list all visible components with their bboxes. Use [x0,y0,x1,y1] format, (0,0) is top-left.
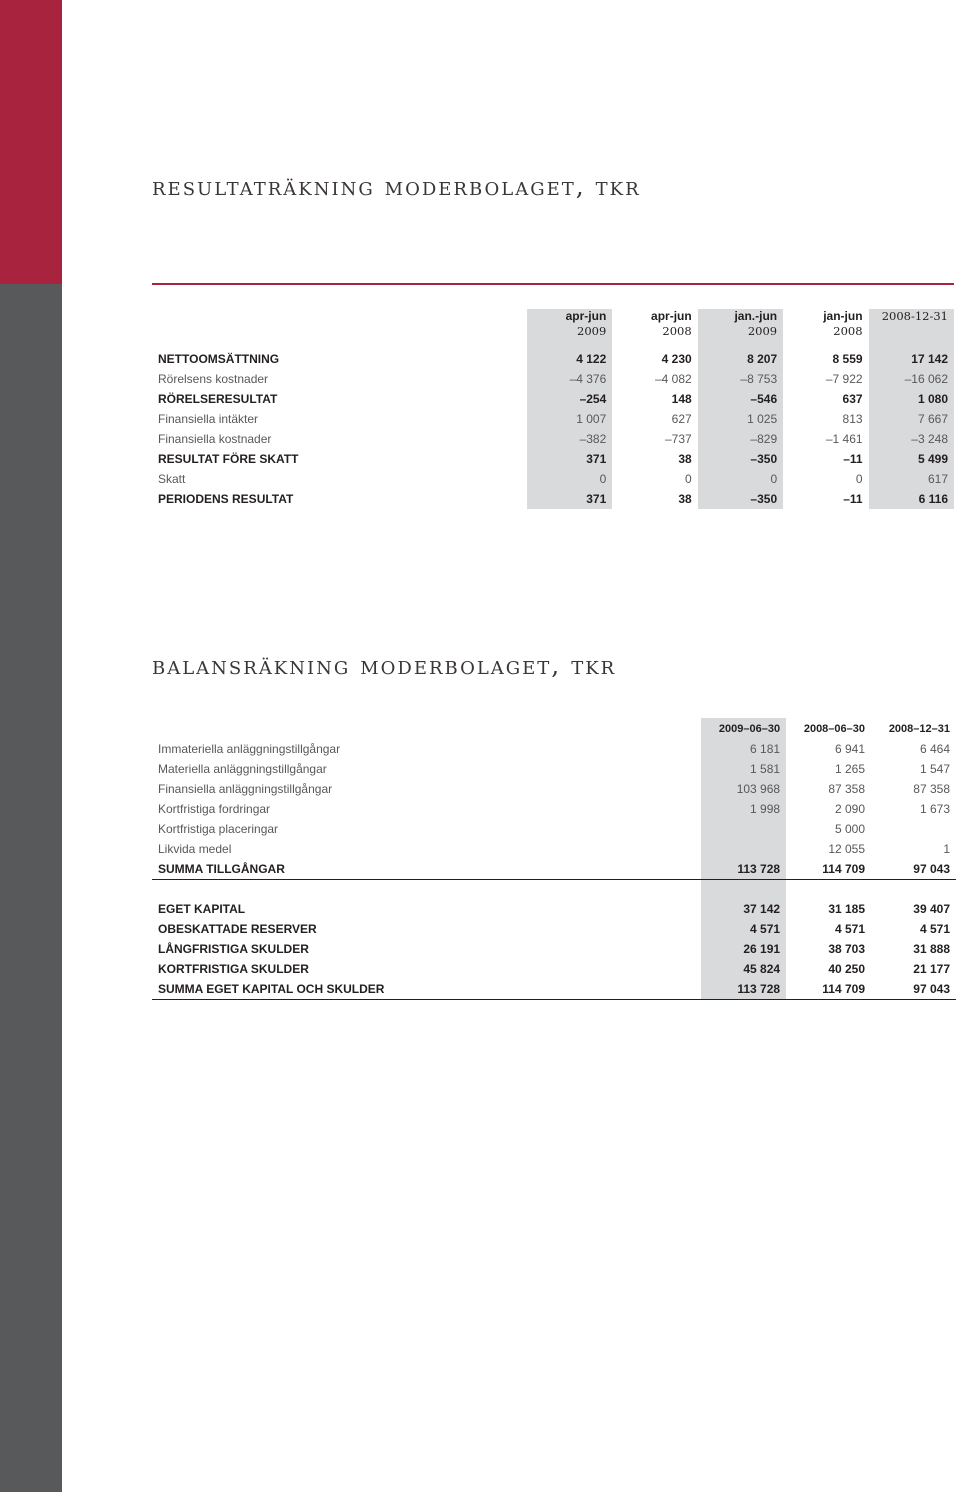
value-cell: –7 922 [825,372,863,386]
value-cell: 1 581 [701,759,786,779]
income-statement-table [152,309,954,509]
value-cell: 6 181 [701,739,786,759]
value-cell: 38 703 [828,942,866,956]
value-cell: –4 082 [655,372,692,386]
column-period: apr-jun [651,309,692,323]
column-year: 2009 [577,324,607,338]
value-cell: 0 [698,469,783,489]
table-row [152,349,954,369]
value-cell: 87 358 [828,782,866,796]
value-cell: –11 [843,492,863,506]
table-row [152,369,954,389]
value-cell: 0 [685,472,692,486]
value-cell: 1 547 [919,762,950,776]
column-header: 2008–12–31 [888,722,950,735]
balance-sheet-table [152,718,956,1000]
value-cell: –1 461 [825,432,863,446]
value-cell: 5 000 [834,822,866,836]
value-cell: 4 571 [834,922,866,936]
value-cell: 5 499 [869,449,954,469]
column-year: 2009 [747,324,778,338]
value-cell: 4 230 [661,352,692,366]
row-label: RÖRELSERESULTAT [158,392,278,406]
value-cell: 1 025 [698,409,783,429]
row-label: Skatt [158,472,186,486]
value-cell: 6 116 [869,489,954,509]
value-cell: 371 [527,449,612,469]
table-row [152,779,956,799]
value-cell: –254 [527,389,612,409]
value-cell: 0 [855,472,863,486]
value-cell: 8 207 [698,349,783,369]
column-header: 2009–06–30 [701,718,786,739]
row-label: SUMMA EGET KAPITAL OCH SKULDER [152,979,701,1000]
column-header [698,309,783,349]
income-statement-title: resultaträkning moderbolaget, tkr [152,172,641,201]
row-label: Kortfristiga placeringar [158,822,279,836]
spacer-cell [786,880,871,900]
value-cell: 4 122 [527,349,612,369]
value-cell: 1 [943,842,950,856]
value-cell: 1 007 [527,409,612,429]
table-row [152,859,956,880]
column-header: 2008–06–30 [803,722,866,735]
value-cell: 813 [842,412,863,426]
value-cell [871,819,956,839]
value-cell: –8 753 [698,369,783,389]
row-label: Finansiella anläggningstillgångar [158,782,333,796]
value-cell: 1 080 [869,389,954,409]
row-label: OBESKATTADE RESERVER [158,922,317,936]
value-cell: 87 358 [913,782,950,796]
value-cell: 627 [671,412,692,426]
value-cell: 617 [869,469,954,489]
table-row [152,409,954,429]
column-header [612,309,697,349]
value-cell: 38 [678,452,692,466]
table-row [152,899,956,919]
row-label: KORTFRISTIGA SKULDER [158,962,309,976]
table-row [152,979,956,1000]
value-cell: 38 [678,492,692,506]
row-label: Kortfristiga fordringar [158,802,271,816]
spacer-row [152,880,956,900]
value-cell: 114 709 [786,859,871,880]
row-label: LÅNGFRISTIGA SKULDER [158,942,309,956]
value-cell: 39 407 [913,902,950,916]
table-row [152,839,956,859]
value-cell: 45 824 [701,959,786,979]
value-cell: 371 [527,489,612,509]
value-cell: 637 [842,392,863,406]
column-period: jan-jun [823,309,863,323]
row-label: RESULTAT FÖRE SKATT [158,452,299,466]
row-label: Immateriella anläggningstillgångar [158,742,341,756]
row-label: Materiella anläggningstillgångar [158,762,327,776]
value-cell: 1 673 [919,802,950,816]
value-cell: 26 191 [701,939,786,959]
table-row [152,429,954,449]
value-cell: 1 998 [701,799,786,819]
sidebar-accent-grey [0,284,62,1492]
table-row [152,389,954,409]
column-header [869,309,954,349]
table-row [152,919,956,939]
table-row [152,489,954,509]
column-period: 2008-12-31 [881,309,948,323]
column-period: jan.-jun [734,309,778,323]
value-cell: 148 [671,392,692,406]
value-cell: 17 142 [869,349,954,369]
value-cell: 1 265 [834,762,866,776]
column-year: 2008 [833,324,863,338]
title-rule [152,283,954,285]
value-cell: 0 [527,469,612,489]
value-cell: –350 [698,449,783,469]
row-label: Likvida medel [158,842,232,856]
balance-sheet-title: balansräkning moderbolaget, tkr [152,651,617,680]
row-label: Finansiella kostnader [158,432,272,446]
table-row [152,939,956,959]
table-row [152,469,954,489]
spacer-cell [152,880,701,900]
value-cell: 2 090 [834,802,866,816]
value-cell: –3 248 [869,429,954,449]
value-cell [701,819,786,839]
table-row [152,799,956,819]
value-cell: 113 728 [701,859,786,880]
column-header [527,309,612,349]
value-cell: –350 [698,489,783,509]
column-header [783,309,868,349]
row-label: Rörelsens kostnader [158,372,269,386]
table-row [152,819,956,839]
value-cell: 103 968 [701,779,786,799]
row-label: EGET KAPITAL [158,902,246,916]
value-cell: 6 941 [834,742,866,756]
value-cell [701,839,786,859]
value-cell: –16 062 [869,369,954,389]
value-cell: 114 709 [786,979,871,1000]
value-cell: 12 055 [828,842,866,856]
column-year: 2008 [662,324,692,338]
value-cell: 8 559 [832,352,863,366]
value-cell: 7 667 [869,409,954,429]
table-header-row [152,309,954,349]
value-cell: 4 571 [701,919,786,939]
table-row [152,739,956,759]
value-cell: –4 376 [527,369,612,389]
value-cell: 21 177 [913,962,950,976]
value-cell: 40 250 [828,962,866,976]
spacer-cell [871,880,956,900]
value-cell: –829 [698,429,783,449]
value-cell: 113 728 [701,979,786,1000]
row-label: Finansiella intäkter [158,412,259,426]
column-period: apr-jun [565,309,607,323]
value-cell: 31 185 [828,902,866,916]
header-blank [152,309,527,349]
spacer-cell [701,880,786,900]
row-label: SUMMA TILLGÅNGAR [152,859,701,880]
value-cell: 97 043 [871,979,956,1000]
table-row [152,449,954,469]
row-label: PERIODENS RESULTAT [158,492,294,506]
value-cell: –546 [698,389,783,409]
value-cell: –382 [527,429,612,449]
value-cell: –737 [665,432,692,446]
table-header-row [152,718,956,739]
table-row [152,959,956,979]
row-label: NETTOOMSÄTTNING [158,352,280,366]
value-cell: 97 043 [871,859,956,880]
value-cell: 6 464 [919,742,950,756]
value-cell: 37 142 [701,899,786,919]
value-cell: 4 571 [919,922,950,936]
sidebar-accent-red [0,0,62,284]
table-row [152,759,956,779]
value-cell: –11 [843,452,863,466]
header-blank [152,718,701,739]
value-cell: 31 888 [913,942,950,956]
